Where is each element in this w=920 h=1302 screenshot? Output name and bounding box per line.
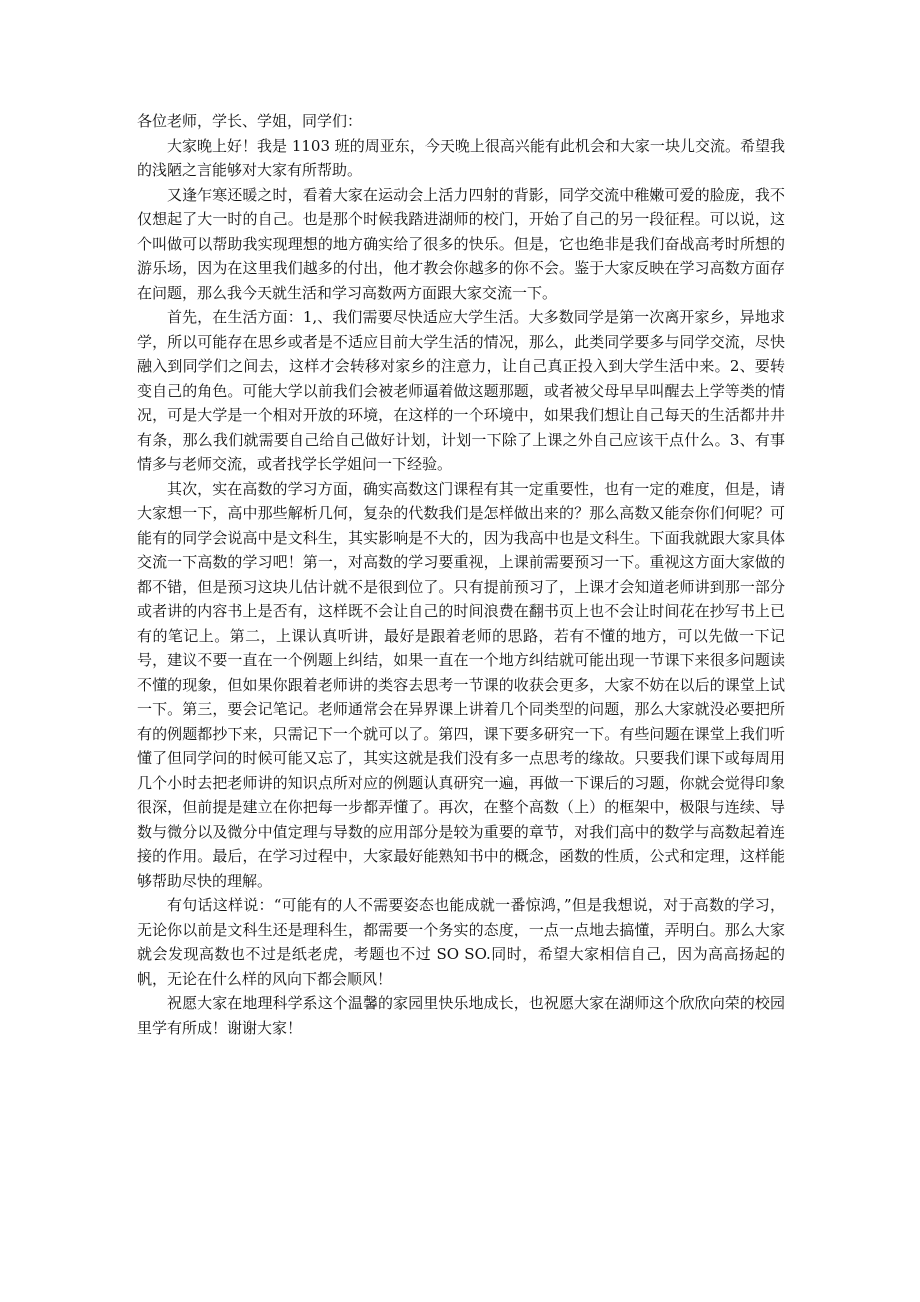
paragraph-greeting: 大家晚上好！我是 1103 班的周亚东，今天晚上很高兴能有此机会和大家一块儿交流。希望我的浅陋之言能够对大家有所帮助。 [137, 136, 785, 179]
speech-document [137, 109, 785, 1040]
paragraph-introduction: 又逢乍寒还暖之时，看着大家在运动会上活力四射的背影，同学交流中稚嫩可爱的脸庞，我不仅想起了大一时的自己。也是那个时候我踏进湖师的校门，开始了自己的另一段征程。可以说，这个叫做可以帮助我实现理想的地方确实给了很多的快乐。但是，它也绝非是我们奋战高考时所想的游乐场，因为在这里我们越多的付出，他才教会你越多的你不会。鉴于大家反映在学习高数方面存在问题，那么我今天就生活和学习高数两方面跟大家交流一下。 [137, 185, 785, 302]
salutation: 各位老师，学长、学姐，同学们： [137, 112, 363, 130]
paragraph-closing: 祝愿大家在地理科学系这个温馨的家园里快乐地成长，也祝愿大家在湖师这个欣欣向荣的校园里学有所成！谢谢大家！ [137, 994, 785, 1037]
paragraph-life-advice: 首先，在生活方面：1,、我们需要尽快适应大学生活。大多数同学是第一次离开家乡，异地求学，所以可能存在思乡或者是不适应目前大学生活的情况，那么，此类同学要多与同学交流，尽快融入到同学们之间去，这样才会转移对家乡的注意力，让自己真正投入到大学生活中来。2、要转变自己的角色。可能大学以前我们会被老师逼着做这题那题，或者被父母早早叫醒去上学等类的情况，可是大学是一个相对开放的环境，在这样的一个环境中，如果我们想让自己每天的生活都井井有条，那么我们就需要自己给自己做好计划，计划一下除了上课之外自己应该干点什么。3、有事情多与老师交流，或者找学长学姐问一下经验。 [137, 308, 785, 473]
paragraph-attitude: 有句话这样说：“可能有的人不需要姿态也能成就一番惊鸿，”但是我想说，对于高数的学习，无论你以前是文科生还是理科生，都需要一个务实的态度，一点一点地去搞懂，弄明白。那么大家就会发现高数也不过是纸老虎，考题也不过 SO SO.同时，希望大家相信自己，因为高高扬起的帆，无论在什么样的风向下都会顺风！ [137, 896, 785, 988]
paragraph-math-study: 其次，实在高数的学习方面，确实高数这门课程有其一定重要性，也有一定的难度，但是，请大家想一下，高中那些解析几何，复杂的代数我们是怎样做出来的？那么高数又能奈你们何呢？可能有的同学会说高中是文科生，其实影响是不大的，因为我高中也是文科生。下面我就跟大家具体交流一下高数的学习吧！第一，对高数的学习要重视，上课前需要预习一下。重视这方面大家做的都不错，但是预习这块儿估计就不是很到位了。只有提前预习了，上课才会知道老师讲到那一部分或者讲的内容书上是否有，这样既不会让自己的时间浪费在翻书页上也不会让时间花在抄写书上已有的笔记上。第二，上课认真听讲，最好是跟着老师的思路，若有不懂的地方，可以先做一下记号，建议不要一直在一个例题上纠结，如果一直在一个地方纠结就可能出现一节课下来很多问题读不懂的现象，但如果你跟着老师讲的类容去思考一节课的收获会更多，大家不妨在以后的课堂上试一下。第三，要会记笔记。老师通常会在异界课上讲着几个同类型的问题，那么大家就没必要把所有的例题都抄下来，只需记下一个就可以了。第四，课下要多研究一下。有些问题在课堂上我们听懂了但同学问的时候可能又忘了，其实这就是我们没有多一点思考的缘故。只要我们课下或每周用几个小时去把老师讲的知识点所对应的例题认真研究一遍，再做一下课后的习题，你就会觉得印象很深，但前提是建立在你把每一步都弄懂了。再次，在整个高数（上）的框架中，极限与连续、导数与微分以及微分中值定理与导数的应用部分是较为重要的章节，对我们高中的数学与高数起着连接的作用。最后，在学习过程中，大家最好能熟知书中的概念，函数的性质，公式和定理，这样能够帮助尽快的理解。 [137, 479, 785, 890]
